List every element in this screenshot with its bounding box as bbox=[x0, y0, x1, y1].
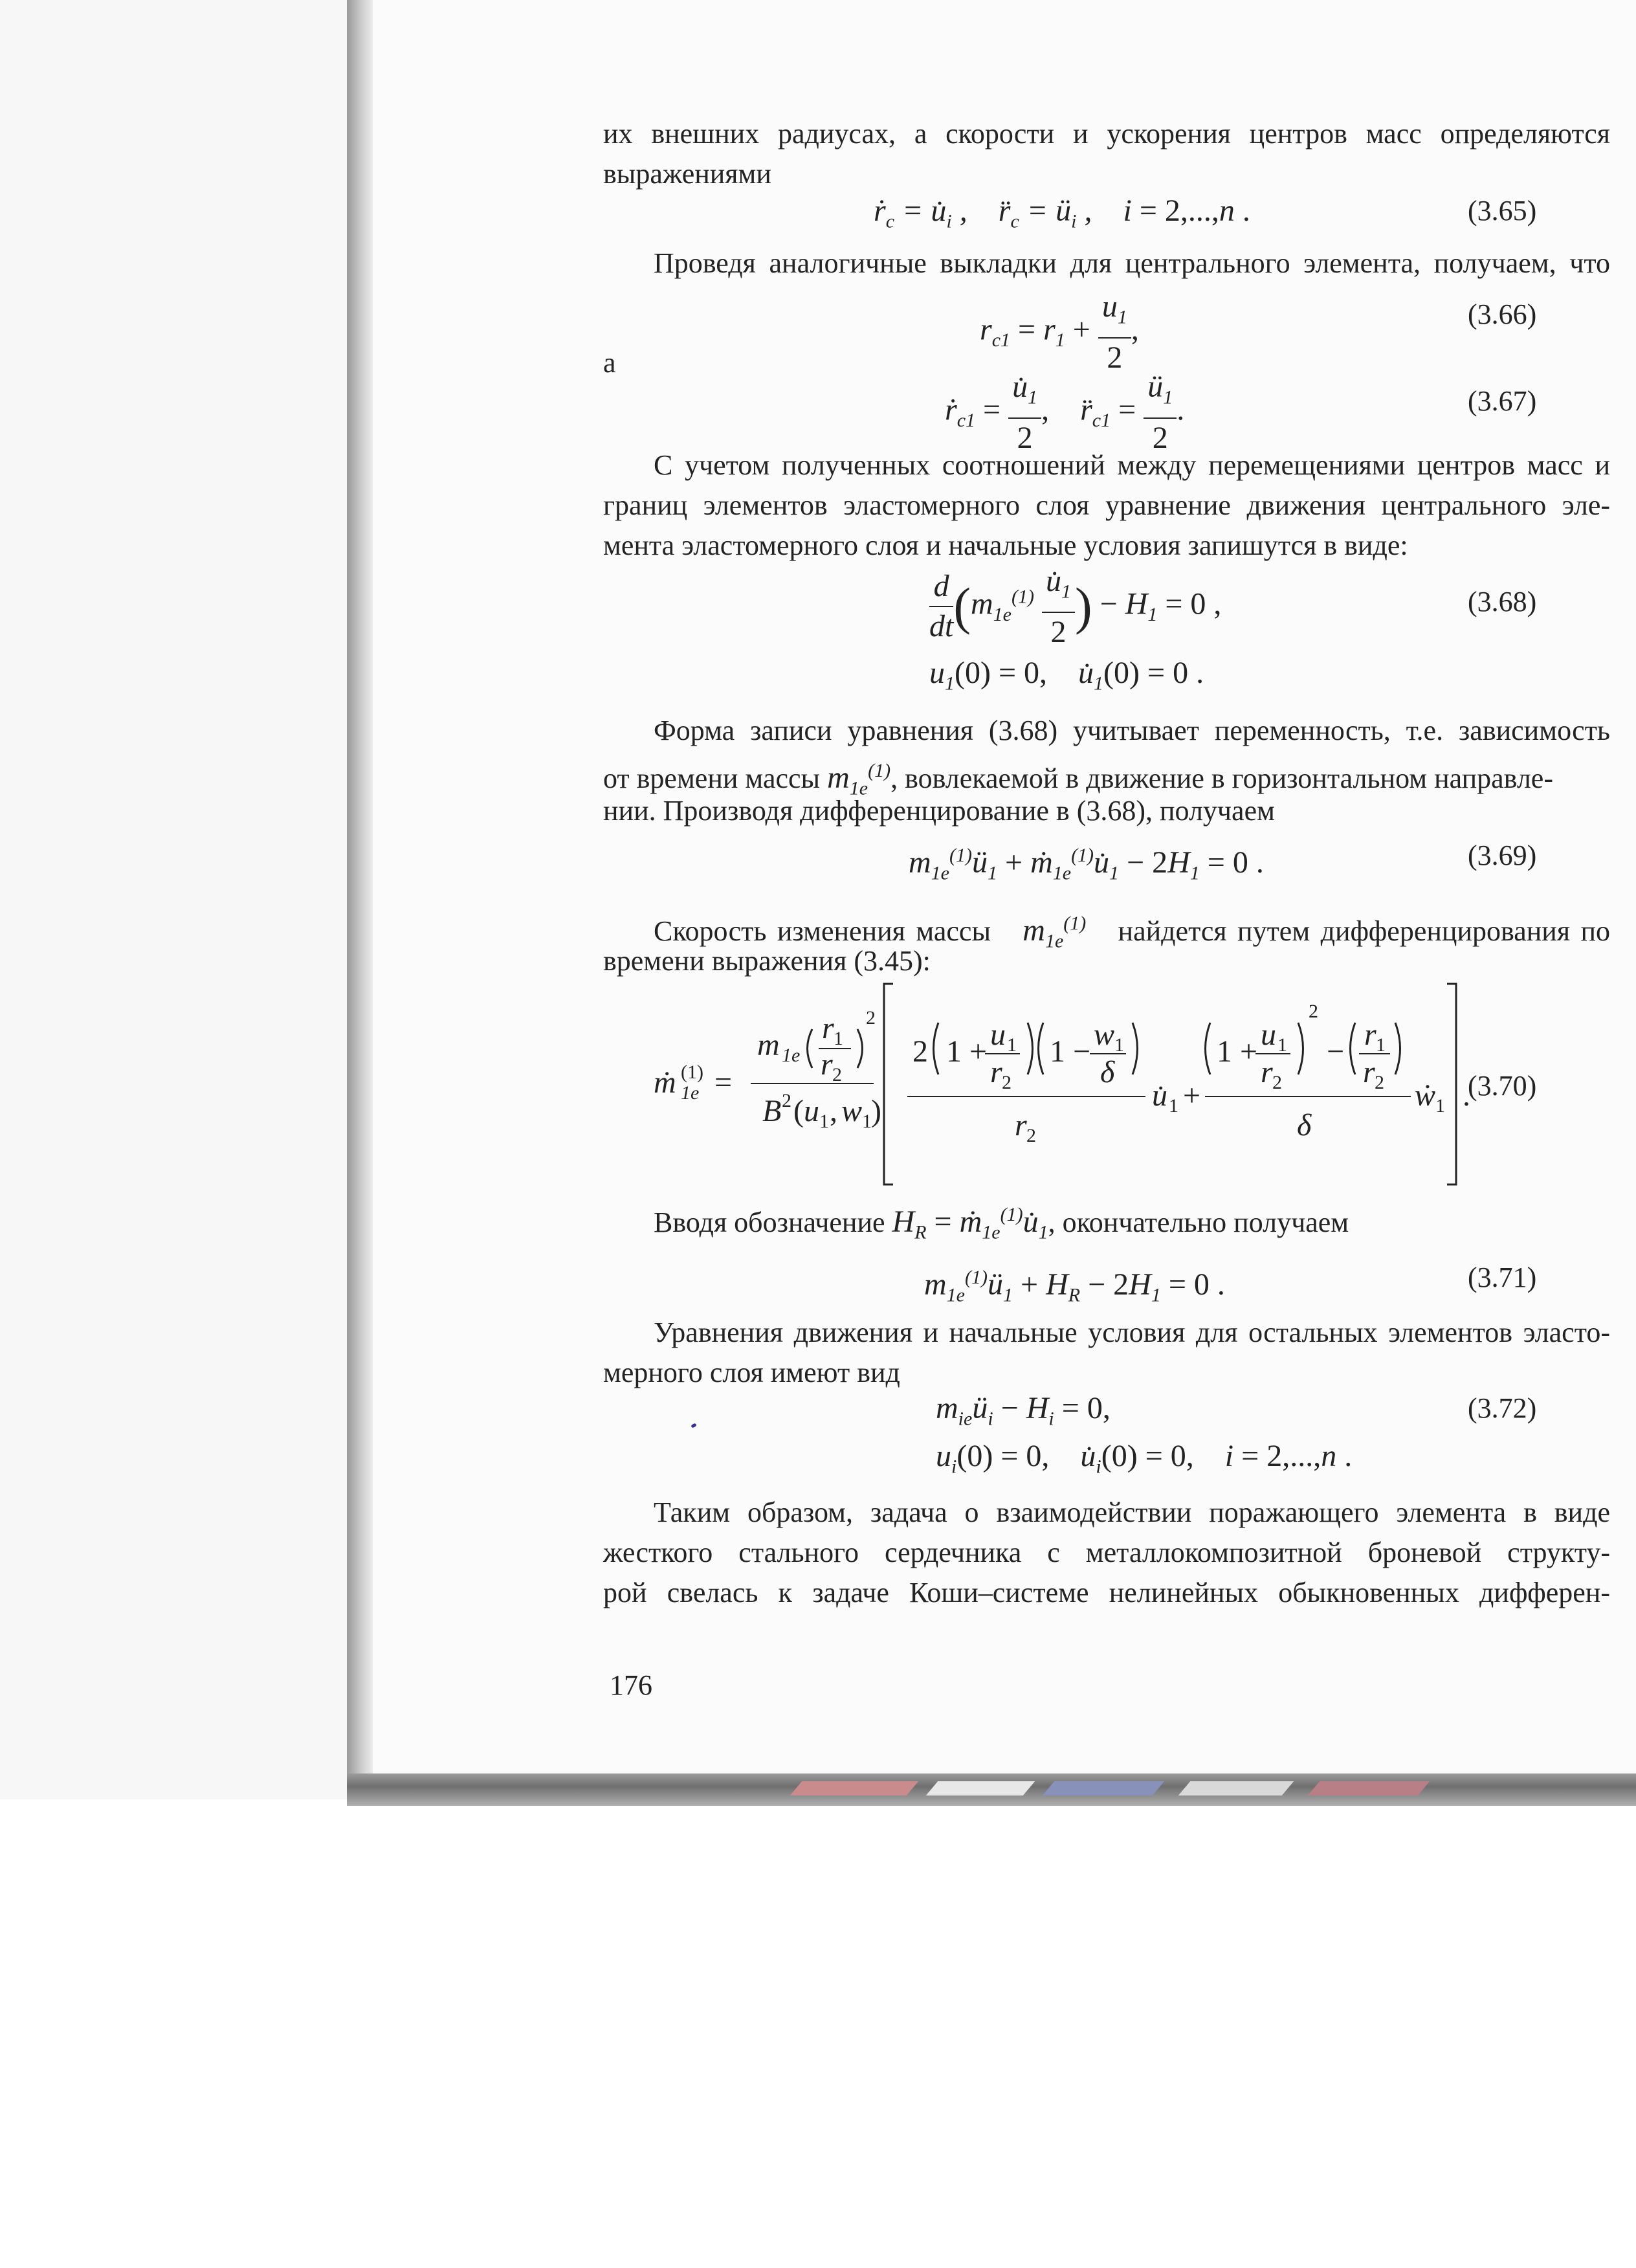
cover-stripe bbox=[1178, 1781, 1294, 1796]
equation-3-70 bbox=[654, 977, 1476, 1191]
svg-text:2: 2 bbox=[782, 1090, 791, 1111]
equation-number: (3.71) bbox=[1468, 1262, 1537, 1293]
svg-text:2: 2 bbox=[912, 1034, 928, 1069]
svg-text:=: = bbox=[714, 1065, 733, 1100]
svg-text:δ: δ bbox=[1100, 1055, 1115, 1089]
equation-3-71: $m_{1e}^{(1)}ü_1 + H_R - 2H_1 = 0$ . bbox=[924, 1267, 1225, 1306]
svg-text:(1): (1) bbox=[681, 1062, 703, 1083]
svg-text:B: B bbox=[762, 1094, 782, 1128]
svg-text:u: u bbox=[1261, 1017, 1276, 1052]
svg-text:r: r bbox=[1261, 1055, 1273, 1089]
svg-text:m: m bbox=[757, 1028, 780, 1062]
equation-3-67: ṙ$_{c1}$ = $\frac{u̇_1}{2}$ , $r̈_{c1}$ = $\frac{ü_1}{2}$ . bbox=[945, 368, 1184, 458]
paragraph-line: нии. Производя дифференцирование в (3.68), получаем bbox=[603, 795, 1275, 827]
equation-number: (3.65) bbox=[1468, 195, 1537, 227]
paragraph-line: Скорость изменения массы $m_{1e}^{(1)}$ найдется путем дифференцирования по bbox=[654, 913, 1611, 952]
equation-3-69: $m_{1e}^{(1)}ü_1$ + $ṁ_{1e}^{(1)}u̇_1 - 2H_1 = 0$ . bbox=[909, 845, 1264, 884]
svg-text:1 +: 1 + bbox=[946, 1034, 988, 1069]
paragraph-line: времени выражения (3.45): bbox=[603, 945, 931, 977]
connector-word: а bbox=[603, 347, 616, 379]
cover-stripe bbox=[926, 1781, 1035, 1796]
svg-text:1 +: 1 + bbox=[1217, 1034, 1258, 1069]
paragraph-line: Таким образом, задача о взаимодействии поражающего элемента в виде bbox=[654, 1496, 1610, 1528]
cover-stripe bbox=[1043, 1781, 1164, 1796]
svg-text:1: 1 bbox=[819, 1111, 829, 1132]
svg-text:u: u bbox=[804, 1094, 819, 1128]
svg-text:2: 2 bbox=[1026, 1125, 1036, 1146]
svg-text:2: 2 bbox=[866, 1007, 876, 1028]
svg-text:ṁ: ṁ bbox=[654, 1065, 676, 1100]
paragraph-line: от времени массы $m_{1e}^{(1)}$, вовлекаемой в движение в горизонтальном направле- bbox=[603, 760, 1553, 799]
text-fragment: Скорость изменения массы bbox=[654, 915, 991, 947]
paragraph-line: их внешних радиусах, а скорости и ускорения центров масс определяются bbox=[603, 118, 1610, 150]
svg-text:r: r bbox=[1364, 1017, 1376, 1052]
svg-text:2: 2 bbox=[1002, 1072, 1011, 1093]
equation-3-68-initial: $u_1(0) = 0$, $u̇_1(0) = 0$ . bbox=[929, 656, 1204, 695]
svg-text:,: , bbox=[830, 1094, 837, 1128]
text-fragment: , вовлекаемой в движение в горизонтальном направле- bbox=[890, 762, 1553, 794]
svg-text:r: r bbox=[821, 1047, 833, 1082]
scanner-background bbox=[0, 0, 347, 1799]
svg-text:r: r bbox=[1015, 1108, 1027, 1142]
svg-text:1: 1 bbox=[1169, 1095, 1178, 1117]
svg-text:w: w bbox=[1094, 1017, 1115, 1052]
book-spine-shadow bbox=[347, 0, 373, 1799]
svg-text:ẇ: ẇ bbox=[1415, 1078, 1436, 1113]
svg-text:2: 2 bbox=[1272, 1072, 1282, 1093]
svg-text:1 −: 1 − bbox=[1050, 1034, 1091, 1069]
svg-text:u: u bbox=[990, 1017, 1006, 1052]
svg-text:2: 2 bbox=[1309, 1001, 1318, 1022]
paragraph-line: мента эластомерного слоя и начальные условия запишутся в виде: bbox=[603, 529, 1408, 561]
paragraph-line: жесткого стального сердечника с металлокомпозитной броневой структу- bbox=[603, 1537, 1610, 1568]
svg-text:r: r bbox=[1363, 1055, 1375, 1089]
svg-text:1: 1 bbox=[1435, 1095, 1445, 1117]
svg-text:r: r bbox=[822, 1011, 834, 1045]
svg-text:w: w bbox=[841, 1094, 863, 1128]
svg-text:+: + bbox=[1183, 1078, 1201, 1113]
equation-3-72-initial: $u_i(0) = 0$, $u̇_i(0) = 0$, i = 2,...,n . bbox=[936, 1439, 1353, 1478]
svg-text:1: 1 bbox=[1114, 1034, 1124, 1056]
svg-text:1e: 1e bbox=[681, 1082, 700, 1104]
equation-number: (3.69) bbox=[1468, 839, 1537, 871]
equation-number: (3.70) bbox=[1468, 1070, 1537, 1102]
paragraph-line: мерного слоя имеют вид bbox=[603, 1357, 900, 1388]
equation-3-66: $r_{c1} = r_1$ + $\frac{u_1}{2}$ , bbox=[980, 287, 1139, 377]
equation-number: (3.66) bbox=[1468, 298, 1537, 330]
svg-text:1: 1 bbox=[1277, 1034, 1287, 1056]
equation-number: (3.67) bbox=[1468, 385, 1537, 417]
paragraph-line: С учетом полученных соотношений между перемещениями центров масс и bbox=[654, 449, 1610, 481]
equation-number: (3.68) bbox=[1468, 586, 1537, 617]
equation-3-72: $m_{ie}ü_i - H_i = 0$, bbox=[936, 1391, 1111, 1430]
paragraph-line: рой свелась к задаче Коши–системе нелинейных обыкновенных дифферен- bbox=[603, 1577, 1610, 1608]
text-fragment: Вводя обозначение bbox=[654, 1206, 885, 1238]
svg-text:.: . bbox=[1463, 1078, 1470, 1113]
equation-3-65: ṙ$_c$ = $u̇_i$ , $r̈_c$ = $ü_i$ , i = 2,...,n . bbox=[874, 194, 1250, 232]
paragraph-line: границ элементов эластомерного слоя уравнение движения центрального эле- bbox=[603, 489, 1610, 521]
svg-text:δ: δ bbox=[1297, 1108, 1312, 1142]
svg-text:−: − bbox=[1327, 1034, 1345, 1069]
text-fragment: от времени массы bbox=[603, 762, 821, 794]
svg-text:r: r bbox=[990, 1055, 1002, 1089]
svg-text:1e: 1e bbox=[782, 1045, 801, 1066]
page-number: 176 bbox=[610, 1669, 652, 1701]
paragraph-line: Вводя обозначение $H_R$ = $ṁ_{1e}^{(1)}u̇_1$, окончательно получаем bbox=[654, 1204, 1349, 1243]
paragraph-line: Уравнения движения и начальные условия для остальных элементов эласто- bbox=[654, 1317, 1610, 1348]
svg-text:1: 1 bbox=[1376, 1034, 1386, 1056]
svg-text:2: 2 bbox=[832, 1064, 842, 1085]
paragraph-line: выражениями bbox=[603, 158, 771, 190]
svg-text:(: ( bbox=[793, 1094, 804, 1128]
text-fragment: найдется путем дифференцирования по bbox=[1118, 915, 1611, 947]
svg-text:1: 1 bbox=[834, 1028, 843, 1049]
svg-text:2: 2 bbox=[1375, 1072, 1384, 1093]
svg-text:): ) bbox=[871, 1094, 881, 1128]
svg-text:u̇: u̇ bbox=[1152, 1078, 1167, 1113]
paragraph-line: Форма записи уравнения (3.68) учитывает переменность, т.е. зависимость bbox=[654, 715, 1610, 746]
cover-stripe bbox=[1308, 1781, 1430, 1796]
svg-text:1: 1 bbox=[862, 1111, 872, 1132]
text-fragment: , окончательно получаем bbox=[1048, 1206, 1349, 1238]
svg-text:1: 1 bbox=[1007, 1034, 1017, 1056]
equation-3-68: $\frac{d}{dt}$ ($m_{1e}^{(1)}$ $\frac{u̇_1}{2}$ ) − $H_1 = 0$ , bbox=[929, 562, 1221, 652]
cover-stripe bbox=[790, 1781, 918, 1796]
scan-blank-area bbox=[0, 1806, 1636, 2268]
paragraph-line: Проведя аналогичные выкладки для центрального элемента, получаем, что bbox=[654, 247, 1610, 279]
equation-number: (3.72) bbox=[1468, 1392, 1537, 1424]
